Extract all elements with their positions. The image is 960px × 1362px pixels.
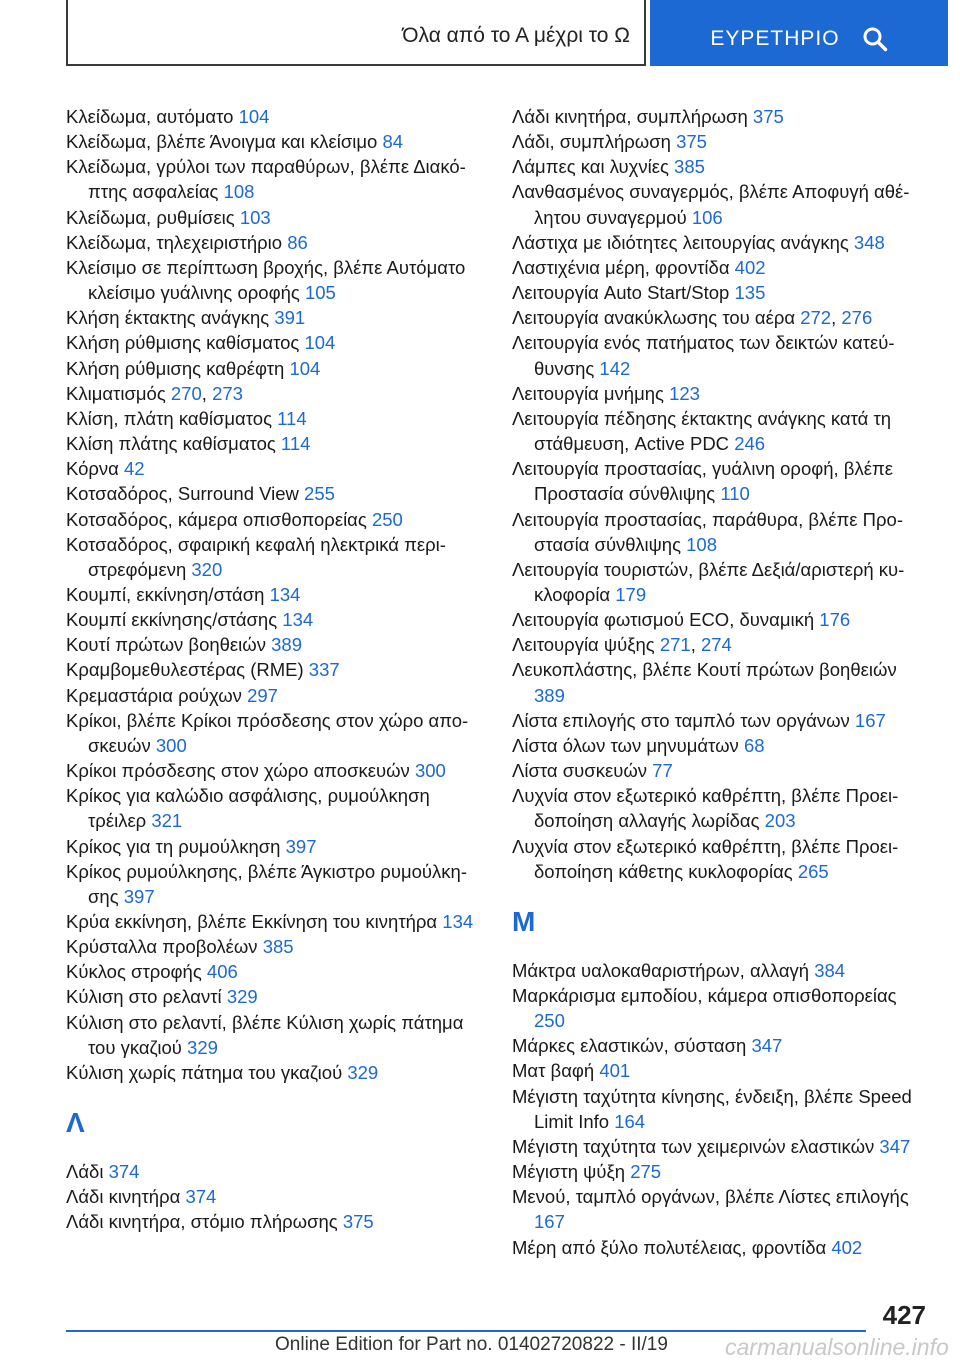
page-link[interactable]: 114 [280, 433, 311, 455]
page-link[interactable]: 347 [879, 1135, 911, 1157]
page-link[interactable]: 164 [614, 1110, 646, 1132]
index-entry [66, 959, 486, 984]
index-entry [66, 859, 486, 909]
page-link[interactable]: 329 [347, 1061, 379, 1083]
index-entry-text: Κύλιση στο ρελαντί, βλέπε Κύλιση χωρίς πάτημα του γκαζιού [66, 1011, 464, 1058]
page-link[interactable]: 375 [752, 106, 784, 127]
index-entry [512, 1134, 932, 1159]
page-link[interactable]: 86 [287, 231, 308, 253]
page-link[interactable]: 397 [123, 885, 155, 907]
page-link[interactable]: 272 [800, 307, 832, 329]
index-entry [512, 1159, 932, 1184]
index-entry-text: Λειτουργία μνήμης [512, 382, 670, 404]
index-entry [66, 230, 486, 255]
index-entry-text: Μέρη από ξύλο πολυτέλειας, φροντίδα [512, 1236, 832, 1258]
index-entry-text: Λειτουργία προστασίας, γυάλινη οροφή, βλέπε Προστασία σύνθλιψης [512, 458, 893, 505]
page-link[interactable]: 104 [289, 357, 321, 379]
page-link[interactable]: 104 [304, 332, 336, 354]
page-link[interactable]: 274 [700, 634, 732, 656]
index-entry [512, 104, 932, 129]
page-link[interactable]: 300 [414, 760, 446, 782]
page-link[interactable]: 135 [734, 282, 766, 304]
index-entry [512, 129, 932, 154]
page-link[interactable]: 134 [442, 911, 474, 932]
page-link[interactable]: 391 [274, 307, 306, 329]
index-entry [512, 179, 932, 229]
page-number: 427 [882, 1300, 926, 1330]
index-entry [66, 683, 486, 708]
page-link[interactable]: 297 [247, 684, 278, 706]
index-entry [66, 1159, 486, 1184]
index-entry-text: Λίστα συσκευών [512, 760, 653, 782]
index-block [66, 104, 486, 1085]
index-entry-text: Λειτουργία τουριστών, βλέπε Δεξιά/αριστερή κυκλοφορία [512, 558, 905, 605]
page-link[interactable]: 384 [814, 959, 846, 981]
page-link[interactable]: 179 [615, 583, 647, 605]
index-entry-text: Λάδι κινητήρα, στόμιο πλήρωσης [66, 1211, 343, 1233]
index-entry-text: Μέγιστη ταχύτητα κίνησης, ένδειξη, βλέπε Speed Limit Info [512, 1085, 912, 1132]
page-link[interactable]: 203 [764, 810, 796, 832]
page-link[interactable]: 42 [124, 458, 145, 480]
index-entry [66, 305, 486, 330]
index-entry-text: Κουτί πρώτων βοηθειών [66, 634, 272, 656]
page-link[interactable]: 105 [304, 282, 336, 304]
index-entry-text: Μέγιστη ταχύτητα των χειμερινών ελαστικών [512, 1135, 880, 1157]
index-entry-text: Λίστα όλων των μηνυμάτων [512, 734, 744, 756]
index-entry-text: Λάδι [66, 1161, 109, 1183]
index-entry [66, 456, 486, 481]
index-entry-text: Κλιματισμός [66, 382, 171, 404]
index-block [66, 1159, 486, 1234]
index-entry-text: Κρίκος ρυμούλκησης, βλέπε Άγκιστρο ρυμούλκησης [66, 860, 467, 907]
index-entry-text: Μάκτρα υαλοκαθαριστήρων, αλλαγή [512, 959, 815, 981]
page-link[interactable]: 337 [308, 659, 340, 681]
watermark: carmanualsonline.info [725, 1334, 949, 1360]
index-entry-text: Κοτσαδόρος, Surround View [66, 483, 305, 505]
index-entry-text: Κρύα εκκίνηση, βλέπε Εκκίνηση του κινητήρα [66, 911, 443, 932]
index-entry-text: Κουμπί, εκκίνηση/στάση [66, 583, 270, 605]
index-entry-text: Κύλιση χωρίς πάτημα του γκαζιού [66, 1061, 348, 1083]
index-block [512, 104, 932, 884]
index-entry [512, 607, 932, 632]
index-entry [512, 255, 932, 280]
page-link[interactable]: 142 [599, 357, 631, 379]
index-entry-text: Μέγιστη ψύξη [512, 1161, 631, 1183]
index-entry: Λειτουργία ανακύκλωσης του αέρα 272, 276 [512, 307, 873, 329]
page-link[interactable]: 114 [277, 407, 307, 429]
page-link[interactable]: 103 [239, 206, 271, 228]
index-entry-text: Λίστα επιλογής στο ταμπλό των οργάνων [512, 709, 855, 731]
page-link[interactable]: 402 [831, 1236, 863, 1258]
page-link[interactable]: 348 [853, 231, 885, 253]
page-link[interactable]: 276 [841, 307, 873, 329]
index-entry-text: Κραμβομεθυλεστέρας (RME) [66, 659, 309, 681]
index-entry [66, 934, 486, 959]
page-link[interactable]: 167 [854, 709, 886, 731]
index-entry [66, 104, 486, 129]
index-entry-text: Λειτουργία πέδησης έκτακτης ανάγκης κατά τη στάθμευση, Active PDC [512, 407, 892, 455]
index-entry [66, 154, 486, 204]
index-entry [512, 381, 932, 406]
index-entry-text: Λειτουργία ανακύκλωσης του αέρα [512, 307, 801, 329]
index-entry-text: Λευκοπλάστης, βλέπε Κουτί πρώτων βοηθειών [512, 659, 897, 681]
index-entry [512, 154, 932, 179]
page-link[interactable]: 329 [226, 986, 258, 1008]
index-entry-text: Κλίση πλάτης καθίσματος [66, 433, 281, 455]
page-link[interactable]: 321 [151, 810, 183, 832]
index-entry [512, 1058, 932, 1083]
index-entry [512, 1033, 932, 1058]
index-entry: Κλιματισμός 270, 273 [66, 382, 243, 404]
page-link[interactable]: 110 [720, 483, 750, 505]
page-link[interactable]: 270 [170, 382, 202, 404]
index-entry-text: Λυχνία στον εξωτερικό καθρέπτη, βλέπε Προειδοποίηση αλλαγής λωρίδας [512, 785, 899, 832]
page-link[interactable]: 375 [676, 131, 707, 153]
index-entry-text: Λάστιχα με ιδιότητες λειτουργίας ανάγκης [512, 231, 854, 253]
index-entry [66, 909, 486, 934]
tab-a-to-z-label: Όλα από το Α μέχρι το Ω [402, 24, 630, 47]
index-entry [66, 758, 486, 783]
section-letter: Λ [66, 1107, 85, 1139]
index-entry [512, 983, 932, 1033]
index-entry-text: Κοτσαδόρος, σφαιρική κεφαλή ηλεκτρικά περιστρεφόμενη [66, 533, 446, 580]
page-link[interactable]: 68 [743, 734, 765, 756]
index-entry-text: Κρύσταλλα προβολέων [66, 936, 263, 958]
index-entry-text: Κλείδωμα, βλέπε Άνοιγμα και κλείσιμο [66, 131, 383, 153]
index-entry-text: Μάρκες ελαστικών, σύσταση [512, 1035, 752, 1057]
index-entry [66, 708, 486, 758]
index-entry-text: Λάμπες και λυχνίες [512, 156, 675, 178]
page-link[interactable]: 406 [206, 961, 238, 983]
index-entry-text: Μαρκάρισμα εμποδίου, κάμερα οπισθοπορείας [512, 985, 897, 1006]
index-entry-text: Μενού, ταμπλό οργάνων, βλέπε Λίστες επιλογής [512, 1186, 909, 1208]
index-entry [66, 1184, 486, 1209]
page-link[interactable]: 300 [155, 734, 187, 756]
index-entry-text: Κλείδωμα, αυτόματο [66, 106, 239, 127]
index-entry [66, 532, 486, 582]
index-entry [512, 1084, 932, 1134]
section-letter: Μ [512, 905, 536, 937]
page-link[interactable]: 84 [382, 131, 404, 153]
index-entry-text: Κύλιση στο ρελαντί [66, 986, 227, 1008]
tab-a-to-z[interactable] [66, 0, 646, 66]
page-link[interactable]: 397 [285, 835, 317, 857]
page-link[interactable]: 106 [691, 206, 723, 228]
page-link[interactable]: 104 [238, 106, 270, 127]
index-entry-text: Ματ βαφή [512, 1060, 600, 1082]
index-entry-text: Κλήση ρύθμισης καθρέφτη [66, 357, 290, 379]
index-entry-text: Κρίκος για τη ρυμούλκηση [66, 835, 286, 857]
index-entry [512, 783, 932, 833]
index-entry [512, 507, 932, 557]
page-link[interactable]: 402 [734, 256, 766, 278]
top-navigation [0, 0, 960, 80]
index-entry-text: Κλίση, πλάτη καθίσματος [66, 407, 278, 429]
page-link[interactable]: 374 [185, 1186, 217, 1208]
index-entry-text: Λειτουργία ενός πατήματος των δεικτών κατεύθυνσης [512, 332, 895, 379]
search-icon[interactable] [862, 26, 888, 52]
index-column-right [512, 104, 932, 1260]
index-entry-text: Λειτουργία φωτισμού ECO, δυναμική [512, 609, 820, 631]
index-entry [512, 1235, 932, 1260]
page-link[interactable]: 275 [630, 1161, 662, 1183]
index-entry-text: Λανθασμένος συναγερμός, βλέπε Αποφυγή αθέλητου συναγερμού [512, 181, 910, 228]
index-entry [512, 657, 932, 707]
page-link[interactable]: 134 [282, 609, 314, 631]
index-entry-text: Κλήση έκτακτης ανάγκης [66, 307, 275, 329]
tab-index-label: ΕΥΡΕΤΗΡΙΟ [710, 27, 840, 50]
page-link[interactable]: 108 [223, 181, 255, 203]
index-entry [66, 481, 486, 506]
index-entry-text: Λειτουργία ψύξης [512, 634, 660, 656]
index-entry-text: Λάδι, συμπλήρωση [512, 131, 677, 153]
index-column-left [66, 104, 486, 1235]
index-entry [512, 456, 932, 506]
page-link[interactable]: 77 [652, 760, 673, 782]
page-link[interactable]: 273 [212, 382, 243, 404]
index-entry [66, 607, 486, 632]
index-entry-text: Κοτσαδόρος, κάμερα οπισθοπορείας [66, 508, 372, 530]
index-entry [512, 406, 932, 456]
page-link[interactable]: 320 [191, 558, 223, 580]
tab-index[interactable] [650, 0, 948, 66]
footer-divider [66, 1330, 866, 1332]
index-entry [512, 834, 932, 884]
index-entry [66, 834, 486, 859]
page-link[interactable]: 329 [187, 1036, 218, 1058]
page-link[interactable]: 385 [674, 156, 705, 178]
index-entry-text: Κλείδωμα, γρύλοι των παραθύρων, βλέπε Διακόπτης ασφαλείας [66, 156, 466, 203]
page-link[interactable]: 389 [534, 684, 565, 706]
footer-edition: Online Edition for Part no. 01402720822 - II/19 [275, 1334, 668, 1355]
index-entry [66, 657, 486, 682]
index-block [512, 958, 932, 1260]
index-entry [512, 557, 932, 607]
index-entry [66, 356, 486, 381]
page-link[interactable]: 374 [108, 1161, 140, 1183]
index-entry-text: Κλείδωμα, τηλεχειριστήριο [66, 231, 288, 253]
index-entry [512, 958, 932, 983]
index-entry [66, 783, 486, 833]
page-link[interactable]: 375 [342, 1211, 374, 1233]
index-entry [512, 280, 932, 305]
index-entry [66, 1209, 486, 1234]
index-entry-text: Κλείδωμα, ρυθμίσεις [66, 206, 240, 228]
index-entry-text: Κρίκος για καλώδιο ασφάλισης, ρυμούλκηση τρέιλερ [66, 785, 430, 832]
index-entry-text: Κρίκοι πρόσδεσης στον χώρο αποσκευών [66, 760, 415, 782]
index-entry [512, 1184, 932, 1234]
index-entry [512, 708, 932, 733]
index-entry [66, 1010, 486, 1060]
index-entry [66, 1060, 486, 1085]
index-entry [66, 129, 486, 154]
index-entry-text: Λειτουργία Auto Start/Stop [512, 282, 735, 304]
index-entry-text: Λάδι κινητήρα, συμπλήρωση [512, 106, 753, 127]
index-entry-text: Κλήση ρύθμισης καθίσματος [66, 332, 305, 354]
page-link[interactable]: 250 [534, 1010, 565, 1032]
page-link[interactable]: 389 [271, 634, 303, 656]
index-entry [512, 758, 932, 783]
index-entry-text: Κουμπί εκκίνησης/στάσης [66, 609, 283, 631]
index-entry-text: Λυχνία στον εξωτερικό καθρέπτη, βλέπε Προειδοποίηση κάθετης κυκλοφορίας [512, 835, 899, 882]
index-entry-text: Κόρνα [66, 458, 125, 480]
index-entry: Λειτουργία ψύξης 271, 274 [512, 634, 732, 656]
index-entry [66, 205, 486, 230]
index-entry [66, 255, 486, 305]
page-link[interactable]: 123 [669, 382, 700, 404]
index-entry [512, 230, 932, 255]
index-entry-text: Κρεμαστάρια ρούχων [66, 684, 248, 706]
page-link[interactable]: 246 [734, 433, 766, 455]
index-entry-text: Λάδι κινητήρα [66, 1186, 186, 1208]
index-entry [512, 733, 932, 758]
index-entry-text: Λαστιχένια μέρη, φροντίδα [512, 256, 735, 278]
index-entry-text: Κύκλος στροφής [66, 961, 207, 983]
index-entry-text: Κρίκοι, βλέπε Κρίκοι πρόσδεσης στον χώρο αποσκευών [66, 709, 469, 756]
page-link[interactable]: 255 [304, 483, 335, 505]
index-entry [66, 406, 486, 431]
page-link[interactable]: 401 [599, 1060, 631, 1082]
page-link[interactable]: 176 [819, 609, 851, 631]
index-entry [66, 330, 486, 355]
page-link[interactable]: 385 [262, 936, 294, 958]
page-link[interactable]: 271 [659, 634, 691, 656]
index-entry [66, 431, 486, 456]
index-entry [66, 582, 486, 607]
index-entry-text: Λειτουργία προστασίας, παράθυρα, βλέπε Προστασία σύνθλιψης [512, 508, 903, 555]
index-entry [512, 330, 932, 380]
index-entry-text: Κλείσιμο σε περίπτωση βροχής, βλέπε Αυτόματο κλείσιμο γυάλινης οροφής [66, 256, 466, 304]
index-entry [66, 984, 486, 1009]
index-entry [66, 632, 486, 657]
page-link[interactable]: 134 [269, 583, 301, 605]
page-link[interactable]: 265 [797, 860, 829, 882]
page-link[interactable]: 347 [751, 1035, 783, 1057]
page-link[interactable]: 108 [686, 533, 718, 555]
page-link[interactable]: 250 [371, 508, 403, 530]
page-link[interactable]: 167 [534, 1211, 565, 1233]
index-entry [66, 507, 486, 532]
